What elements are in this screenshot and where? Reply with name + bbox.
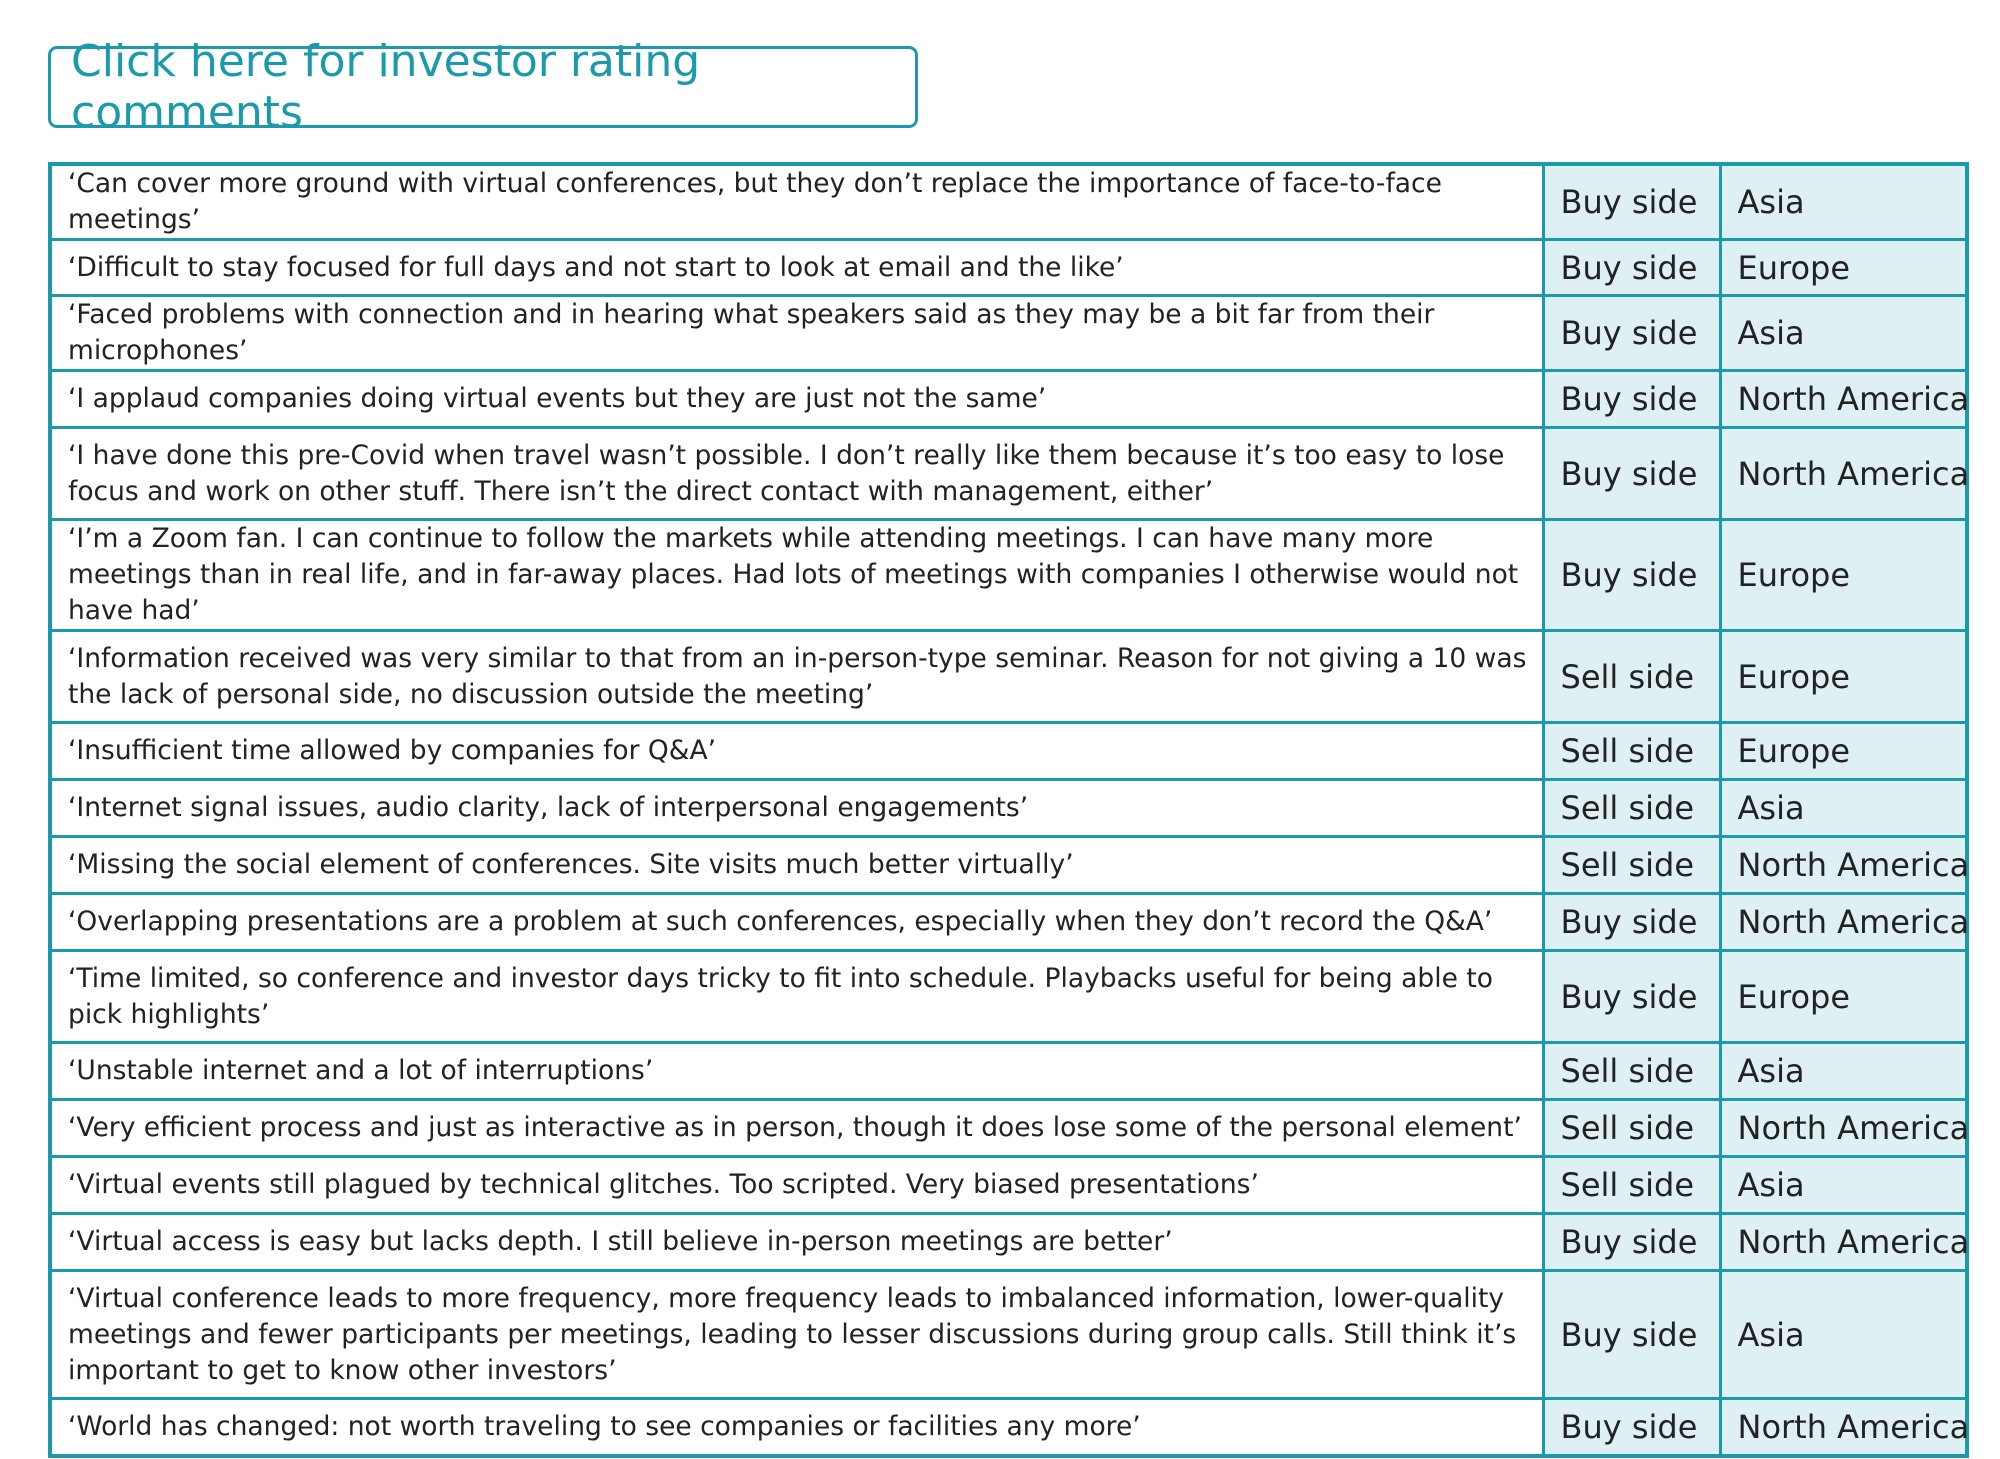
table-row <box>50 1214 1967 1271</box>
table-row <box>50 780 1967 837</box>
investor-side-cell: Buy side <box>1543 1271 1720 1399</box>
investor-side-cell: Sell side <box>1543 631 1720 723</box>
comment-cell: ‘Information received was very similar to that from an in-person-type seminar. Reason for not giving a 10 was the lack of personal side, no discussion outside the meeting’ <box>50 631 1543 723</box>
comment-cell: ‘Virtual conference leads to more frequency, more frequency leads to imbalanced information, lower-quality meetings and fewer participants per meetings, leading to lesser discussions during group calls. Still think it’s important to get to know other investors’ <box>50 1271 1543 1399</box>
region-cell: Asia <box>1720 1043 1967 1100</box>
table-row <box>50 240 1967 296</box>
investor-side-cell: Buy side <box>1543 1214 1720 1271</box>
region-cell: Europe <box>1720 240 1967 296</box>
region-cell: North America <box>1720 1214 1967 1271</box>
investor-side-cell: Sell side <box>1543 780 1720 837</box>
table-row <box>50 631 1967 723</box>
region-cell: Asia <box>1720 296 1967 371</box>
region-cell: North America <box>1720 837 1967 894</box>
region-cell: Europe <box>1720 520 1967 631</box>
table-row <box>50 1399 1967 1456</box>
region-cell: North America <box>1720 371 1967 428</box>
region-cell: Asia <box>1720 1157 1967 1214</box>
comment-cell: ‘Missing the social element of conferences. Site visits much better virtually’ <box>50 837 1543 894</box>
comment-cell: ‘I applaud companies doing virtual events but they are just not the same’ <box>50 371 1543 428</box>
table-row <box>50 1157 1967 1214</box>
region-cell: Asia <box>1720 164 1967 240</box>
region-cell: North America <box>1720 1100 1967 1157</box>
table-row <box>50 1100 1967 1157</box>
comment-cell: ‘Faced problems with connection and in hearing what speakers said as they may be a bit far from their microphones’ <box>50 296 1543 371</box>
comments-table-body <box>50 164 1970 1456</box>
comment-cell: ‘Difficult to stay focused for full days and not start to look at email and the like’ <box>50 240 1543 296</box>
table-row <box>50 837 1967 894</box>
investor-side-cell: Sell side <box>1543 723 1720 780</box>
investor-rating-comments-button[interactable] <box>48 36 918 138</box>
region-cell: Europe <box>1720 951 1967 1043</box>
comment-cell: ‘Virtual events still plagued by technical glitches. Too scripted. Very biased presentations’ <box>50 1157 1543 1214</box>
investor-side-cell: Buy side <box>1543 520 1720 631</box>
table-row <box>50 894 1967 951</box>
investor-side-cell: Buy side <box>1543 894 1720 951</box>
region-cell: Asia <box>1720 780 1967 837</box>
investor-side-cell: Sell side <box>1543 837 1720 894</box>
investor-side-cell: Sell side <box>1543 1100 1720 1157</box>
comment-cell: ‘Internet signal issues, audio clarity, lack of interpersonal engagements’ <box>50 780 1543 837</box>
comment-cell: ‘Can cover more ground with virtual conferences, but they don’t replace the importance of face-to-face meetings’ <box>50 164 1543 240</box>
table-row <box>50 1043 1967 1100</box>
comment-cell: ‘Time limited, so conference and investor days tricky to fit into schedule. Playbacks useful for being able to pick highlights’ <box>50 951 1543 1043</box>
comment-cell: ‘I have done this pre-Covid when travel wasn’t possible. I don’t really like them because it’s too easy to lose focus and work on other stuff. There isn’t the direct contact with management, either’ <box>50 428 1543 520</box>
investor-side-cell: Sell side <box>1543 1157 1720 1214</box>
comment-cell: ‘Insufficient time allowed by companies for Q&A’ <box>50 723 1543 780</box>
investor-side-cell: Buy side <box>1543 428 1720 520</box>
region-cell: Asia <box>1720 1271 1967 1399</box>
investor-side-cell: Sell side <box>1543 1043 1720 1100</box>
investor-side-cell: Buy side <box>1543 164 1720 240</box>
table-row <box>50 371 1967 428</box>
comment-cell: ‘Overlapping presentations are a problem at such conferences, especially when they don’t record the Q&A’ <box>50 894 1543 951</box>
table-row <box>50 723 1967 780</box>
region-cell: Europe <box>1720 631 1967 723</box>
region-cell: Europe <box>1720 723 1967 780</box>
table-row <box>50 520 1967 631</box>
comment-cell: ‘Unstable internet and a lot of interruptions’ <box>50 1043 1543 1100</box>
investor-rating-comments-label: Click here for investor rating comments <box>71 36 701 138</box>
table-row <box>50 1271 1967 1399</box>
investor-side-cell: Buy side <box>1543 240 1720 296</box>
investor-side-cell: Buy side <box>1543 296 1720 371</box>
comment-cell: ‘I’m a Zoom fan. I can continue to follow the markets while attending meetings. I can have many more meetings than in real life, and in far-away places. Had lots of meetings with companies I otherwise would not have had’ <box>50 520 1543 631</box>
investor-side-cell: Buy side <box>1543 1399 1720 1456</box>
table-row <box>50 428 1967 520</box>
table-row <box>50 951 1967 1043</box>
region-cell: North America <box>1720 894 1967 951</box>
region-cell: North America <box>1720 1399 1967 1456</box>
table-row <box>50 164 1967 240</box>
comment-cell: ‘Very efficient process and just as interactive as in person, though it does lose some of the personal element’ <box>50 1100 1543 1157</box>
comment-cell: ‘Virtual access is easy but lacks depth. I still believe in-person meetings are better’ <box>50 1214 1543 1271</box>
investor-side-cell: Buy side <box>1543 951 1720 1043</box>
table-row <box>50 296 1967 371</box>
region-cell: North America <box>1720 428 1967 520</box>
comment-cell: ‘World has changed: not worth traveling to see companies or facilities any more’ <box>50 1399 1543 1456</box>
comments-table <box>48 162 1969 1458</box>
investor-side-cell: Buy side <box>1543 371 1720 428</box>
